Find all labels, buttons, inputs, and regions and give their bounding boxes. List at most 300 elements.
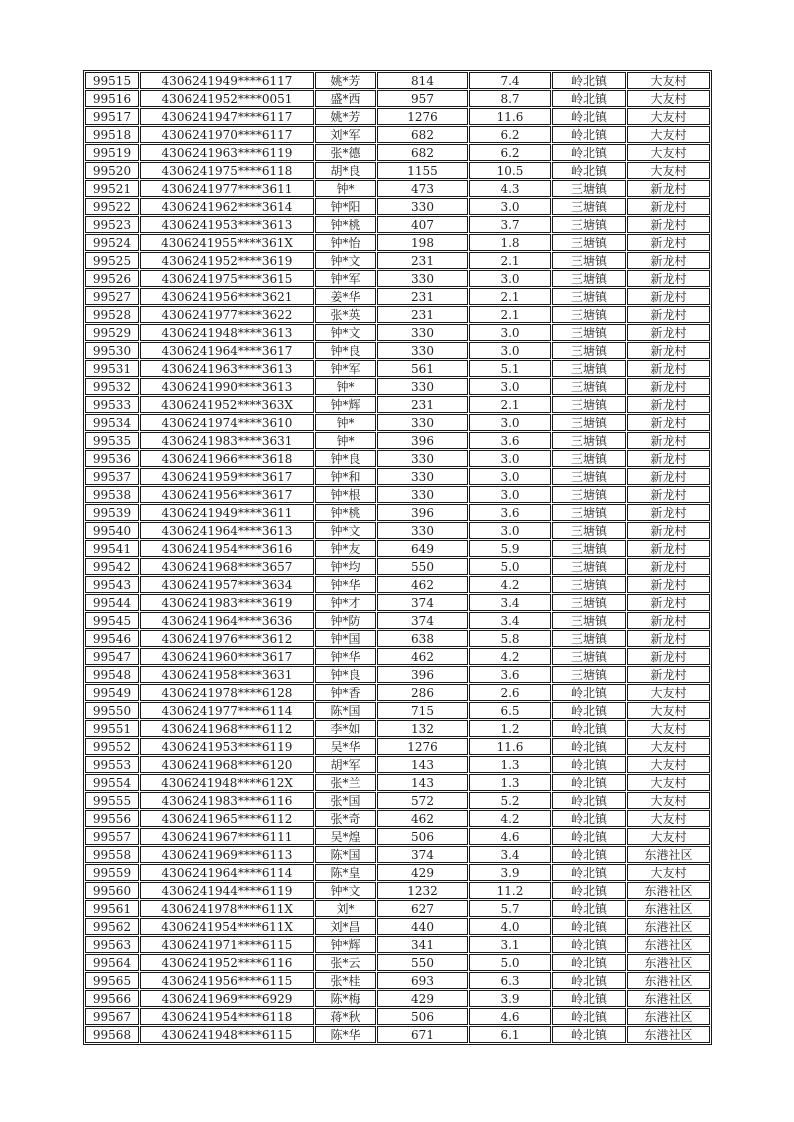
table-row bbox=[85, 396, 710, 413]
cell-name: 钟*桃 bbox=[315, 216, 376, 233]
table-row bbox=[85, 810, 710, 827]
cell-town: 三塘镇 bbox=[552, 342, 626, 359]
cell-village: 新龙村 bbox=[627, 432, 710, 449]
cell-village: 新龙村 bbox=[627, 180, 710, 197]
cell-serial: 99568 bbox=[85, 1026, 139, 1043]
table-row bbox=[85, 198, 710, 215]
cell-rate: 4.6 bbox=[469, 1008, 551, 1025]
cell-name: 陈*华 bbox=[315, 1026, 376, 1043]
cell-id_masked: 4306241990****3613 bbox=[140, 378, 314, 395]
table-row bbox=[85, 756, 710, 773]
cell-serial: 99557 bbox=[85, 828, 139, 845]
cell-rate: 3.6 bbox=[469, 504, 551, 521]
cell-town: 三塘镇 bbox=[552, 630, 626, 647]
cell-village: 新龙村 bbox=[627, 234, 710, 251]
cell-name: 钟*文 bbox=[315, 522, 376, 539]
cell-serial: 99536 bbox=[85, 450, 139, 467]
cell-village: 大友村 bbox=[627, 108, 710, 125]
cell-id_masked: 4306241954****3616 bbox=[140, 540, 314, 557]
cell-amount: 682 bbox=[377, 144, 468, 161]
cell-rate: 3.0 bbox=[469, 486, 551, 503]
cell-village: 东港社区 bbox=[627, 936, 710, 953]
cell-amount: 715 bbox=[377, 702, 468, 719]
cell-name: 姜*华 bbox=[315, 288, 376, 305]
cell-village: 新龙村 bbox=[627, 486, 710, 503]
table-row bbox=[85, 540, 710, 557]
cell-rate: 3.4 bbox=[469, 594, 551, 611]
cell-name: 张*云 bbox=[315, 954, 376, 971]
cell-rate: 2.1 bbox=[469, 252, 551, 269]
cell-town: 岭北镇 bbox=[552, 90, 626, 107]
cell-amount: 506 bbox=[377, 1008, 468, 1025]
cell-amount: 330 bbox=[377, 198, 468, 215]
table-row bbox=[85, 612, 710, 629]
cell-serial: 99556 bbox=[85, 810, 139, 827]
cell-serial: 99535 bbox=[85, 432, 139, 449]
cell-village: 新龙村 bbox=[627, 270, 710, 287]
cell-town: 岭北镇 bbox=[552, 918, 626, 935]
cell-amount: 198 bbox=[377, 234, 468, 251]
cell-village: 新龙村 bbox=[627, 504, 710, 521]
cell-serial: 99516 bbox=[85, 90, 139, 107]
cell-amount: 693 bbox=[377, 972, 468, 989]
cell-amount: 550 bbox=[377, 558, 468, 575]
cell-rate: 4.2 bbox=[469, 810, 551, 827]
cell-amount: 330 bbox=[377, 486, 468, 503]
cell-village: 新龙村 bbox=[627, 666, 710, 683]
table-row bbox=[85, 900, 710, 917]
cell-serial: 99526 bbox=[85, 270, 139, 287]
cell-town: 三塘镇 bbox=[552, 522, 626, 539]
cell-serial: 99553 bbox=[85, 756, 139, 773]
cell-id_masked: 4306241954****611X bbox=[140, 918, 314, 935]
cell-serial: 99561 bbox=[85, 900, 139, 917]
cell-village: 新龙村 bbox=[627, 450, 710, 467]
table-row bbox=[85, 522, 710, 539]
table-row bbox=[85, 594, 710, 611]
cell-id_masked: 4306241948****6115 bbox=[140, 1026, 314, 1043]
cell-name: 钟*文 bbox=[315, 324, 376, 341]
cell-name: 钟*才 bbox=[315, 594, 376, 611]
cell-id_masked: 4306241967****6111 bbox=[140, 828, 314, 845]
cell-village: 大友村 bbox=[627, 774, 710, 791]
cell-village: 大友村 bbox=[627, 756, 710, 773]
table-row bbox=[85, 738, 710, 755]
cell-town: 三塘镇 bbox=[552, 486, 626, 503]
cell-serial: 99534 bbox=[85, 414, 139, 431]
cell-serial: 99525 bbox=[85, 252, 139, 269]
cell-name: 钟* bbox=[315, 414, 376, 431]
table-row bbox=[85, 990, 710, 1007]
cell-id_masked: 4306241949****6117 bbox=[140, 72, 314, 89]
cell-rate: 6.2 bbox=[469, 144, 551, 161]
cell-serial: 99559 bbox=[85, 864, 139, 881]
cell-village: 大友村 bbox=[627, 144, 710, 161]
cell-name: 钟*根 bbox=[315, 486, 376, 503]
table-row bbox=[85, 162, 710, 179]
cell-id_masked: 4306241978****6128 bbox=[140, 684, 314, 701]
cell-name: 钟* bbox=[315, 432, 376, 449]
cell-name: 钟*桃 bbox=[315, 504, 376, 521]
cell-rate: 2.1 bbox=[469, 306, 551, 323]
cell-rate: 3.4 bbox=[469, 846, 551, 863]
cell-amount: 814 bbox=[377, 72, 468, 89]
cell-amount: 330 bbox=[377, 324, 468, 341]
cell-serial: 99551 bbox=[85, 720, 139, 737]
cell-name: 钟*均 bbox=[315, 558, 376, 575]
cell-amount: 473 bbox=[377, 180, 468, 197]
cell-rate: 6.1 bbox=[469, 1026, 551, 1043]
cell-name: 刘*军 bbox=[315, 126, 376, 143]
cell-rate: 3.0 bbox=[469, 198, 551, 215]
cell-village: 东港社区 bbox=[627, 1008, 710, 1025]
table-row bbox=[85, 882, 710, 899]
cell-amount: 561 bbox=[377, 360, 468, 377]
cell-town: 三塘镇 bbox=[552, 576, 626, 593]
cell-town: 三塘镇 bbox=[552, 648, 626, 665]
cell-town: 岭北镇 bbox=[552, 720, 626, 737]
cell-town: 三塘镇 bbox=[552, 558, 626, 575]
cell-amount: 330 bbox=[377, 378, 468, 395]
cell-name: 吴*煌 bbox=[315, 828, 376, 845]
cell-rate: 3.9 bbox=[469, 864, 551, 881]
cell-rate: 3.0 bbox=[469, 522, 551, 539]
table-row bbox=[85, 684, 710, 701]
cell-town: 岭北镇 bbox=[552, 756, 626, 773]
table-row bbox=[85, 288, 710, 305]
cell-id_masked: 4306241983****6116 bbox=[140, 792, 314, 809]
cell-rate: 5.1 bbox=[469, 360, 551, 377]
cell-town: 三塘镇 bbox=[552, 324, 626, 341]
cell-id_masked: 4306241965****6112 bbox=[140, 810, 314, 827]
cell-serial: 99538 bbox=[85, 486, 139, 503]
cell-amount: 429 bbox=[377, 864, 468, 881]
cell-rate: 1.3 bbox=[469, 756, 551, 773]
cell-serial: 99521 bbox=[85, 180, 139, 197]
cell-village: 新龙村 bbox=[627, 630, 710, 647]
cell-town: 岭北镇 bbox=[552, 864, 626, 881]
cell-town: 三塘镇 bbox=[552, 468, 626, 485]
cell-town: 三塘镇 bbox=[552, 432, 626, 449]
cell-town: 三塘镇 bbox=[552, 360, 626, 377]
cell-serial: 99519 bbox=[85, 144, 139, 161]
cell-village: 新龙村 bbox=[627, 648, 710, 665]
cell-serial: 99540 bbox=[85, 522, 139, 539]
cell-serial: 99533 bbox=[85, 396, 139, 413]
cell-rate: 3.6 bbox=[469, 432, 551, 449]
cell-serial: 99541 bbox=[85, 540, 139, 557]
cell-town: 岭北镇 bbox=[552, 702, 626, 719]
cell-amount: 330 bbox=[377, 414, 468, 431]
cell-rate: 3.6 bbox=[469, 666, 551, 683]
table-row bbox=[85, 450, 710, 467]
cell-serial: 99539 bbox=[85, 504, 139, 521]
cell-rate: 7.4 bbox=[469, 72, 551, 89]
cell-id_masked: 4306241964****6114 bbox=[140, 864, 314, 881]
cell-rate: 5.9 bbox=[469, 540, 551, 557]
cell-id_masked: 4306241975****3615 bbox=[140, 270, 314, 287]
cell-name: 钟*香 bbox=[315, 684, 376, 701]
cell-village: 东港社区 bbox=[627, 918, 710, 935]
cell-village: 东港社区 bbox=[627, 954, 710, 971]
table-row bbox=[85, 846, 710, 863]
cell-rate: 4.0 bbox=[469, 918, 551, 935]
cell-town: 岭北镇 bbox=[552, 684, 626, 701]
cell-id_masked: 4306241962****3614 bbox=[140, 198, 314, 215]
cell-serial: 99563 bbox=[85, 936, 139, 953]
cell-town: 岭北镇 bbox=[552, 738, 626, 755]
cell-name: 钟*怡 bbox=[315, 234, 376, 251]
cell-name: 钟*军 bbox=[315, 270, 376, 287]
table-row bbox=[85, 1026, 710, 1043]
cell-town: 岭北镇 bbox=[552, 882, 626, 899]
cell-village: 新龙村 bbox=[627, 540, 710, 557]
cell-town: 三塘镇 bbox=[552, 198, 626, 215]
cell-serial: 99520 bbox=[85, 162, 139, 179]
cell-name: 钟*阳 bbox=[315, 198, 376, 215]
cell-rate: 3.0 bbox=[469, 450, 551, 467]
cell-town: 岭北镇 bbox=[552, 972, 626, 989]
cell-serial: 99527 bbox=[85, 288, 139, 305]
cell-rate: 3.0 bbox=[469, 468, 551, 485]
cell-id_masked: 4306241963****6119 bbox=[140, 144, 314, 161]
cell-amount: 231 bbox=[377, 396, 468, 413]
cell-amount: 1276 bbox=[377, 108, 468, 125]
cell-name: 钟*和 bbox=[315, 468, 376, 485]
cell-name: 陈*国 bbox=[315, 702, 376, 719]
cell-name: 钟*防 bbox=[315, 612, 376, 629]
cell-rate: 5.2 bbox=[469, 792, 551, 809]
cell-serial: 99529 bbox=[85, 324, 139, 341]
cell-town: 岭北镇 bbox=[552, 1026, 626, 1043]
cell-town: 三塘镇 bbox=[552, 306, 626, 323]
cell-rate: 1.2 bbox=[469, 720, 551, 737]
cell-serial: 99564 bbox=[85, 954, 139, 971]
cell-id_masked: 4306241955****361X bbox=[140, 234, 314, 251]
cell-amount: 330 bbox=[377, 468, 468, 485]
cell-id_masked: 4306241947****6117 bbox=[140, 108, 314, 125]
cell-id_masked: 4306241949****3611 bbox=[140, 504, 314, 521]
cell-village: 新龙村 bbox=[627, 396, 710, 413]
cell-id_masked: 4306241956****6115 bbox=[140, 972, 314, 989]
cell-village: 新龙村 bbox=[627, 360, 710, 377]
cell-serial: 99560 bbox=[85, 882, 139, 899]
table-row bbox=[85, 306, 710, 323]
cell-amount: 682 bbox=[377, 126, 468, 143]
cell-town: 岭北镇 bbox=[552, 828, 626, 845]
table-row bbox=[85, 108, 710, 125]
cell-name: 陈*梅 bbox=[315, 990, 376, 1007]
cell-serial: 99550 bbox=[85, 702, 139, 719]
table-row bbox=[85, 468, 710, 485]
cell-town: 三塘镇 bbox=[552, 180, 626, 197]
cell-rate: 2.1 bbox=[469, 288, 551, 305]
cell-village: 大友村 bbox=[627, 684, 710, 701]
table-row bbox=[85, 648, 710, 665]
cell-town: 三塘镇 bbox=[552, 594, 626, 611]
cell-village: 大友村 bbox=[627, 720, 710, 737]
cell-serial: 99543 bbox=[85, 576, 139, 593]
cell-id_masked: 4306241977****3622 bbox=[140, 306, 314, 323]
cell-name: 钟* bbox=[315, 180, 376, 197]
cell-serial: 99517 bbox=[85, 108, 139, 125]
cell-town: 三塘镇 bbox=[552, 450, 626, 467]
cell-name: 张*国 bbox=[315, 792, 376, 809]
cell-town: 三塘镇 bbox=[552, 540, 626, 557]
cell-rate: 6.2 bbox=[469, 126, 551, 143]
cell-id_masked: 4306241957****3634 bbox=[140, 576, 314, 593]
table-row bbox=[85, 774, 710, 791]
cell-serial: 99518 bbox=[85, 126, 139, 143]
cell-name: 刘*昌 bbox=[315, 918, 376, 935]
cell-id_masked: 4306241958****3631 bbox=[140, 666, 314, 683]
cell-amount: 330 bbox=[377, 342, 468, 359]
cell-serial: 99544 bbox=[85, 594, 139, 611]
cell-amount: 341 bbox=[377, 936, 468, 953]
cell-town: 三塘镇 bbox=[552, 378, 626, 395]
cell-rate: 4.2 bbox=[469, 576, 551, 593]
cell-amount: 231 bbox=[377, 306, 468, 323]
table-row bbox=[85, 432, 710, 449]
cell-serial: 99530 bbox=[85, 342, 139, 359]
cell-name: 张*桂 bbox=[315, 972, 376, 989]
cell-serial: 99523 bbox=[85, 216, 139, 233]
cell-rate: 3.1 bbox=[469, 936, 551, 953]
cell-rate: 3.0 bbox=[469, 414, 551, 431]
cell-rate: 4.6 bbox=[469, 828, 551, 845]
cell-amount: 374 bbox=[377, 612, 468, 629]
table-row bbox=[85, 144, 710, 161]
cell-serial: 99548 bbox=[85, 666, 139, 683]
cell-town: 岭北镇 bbox=[552, 126, 626, 143]
cell-amount: 330 bbox=[377, 522, 468, 539]
cell-village: 新龙村 bbox=[627, 216, 710, 233]
cell-name: 姚*芳 bbox=[315, 108, 376, 125]
cell-rate: 8.7 bbox=[469, 90, 551, 107]
cell-village: 新龙村 bbox=[627, 306, 710, 323]
cell-village: 新龙村 bbox=[627, 612, 710, 629]
cell-village: 大友村 bbox=[627, 810, 710, 827]
cell-serial: 99552 bbox=[85, 738, 139, 755]
cell-serial: 99537 bbox=[85, 468, 139, 485]
cell-town: 岭北镇 bbox=[552, 774, 626, 791]
cell-amount: 407 bbox=[377, 216, 468, 233]
cell-village: 大友村 bbox=[627, 828, 710, 845]
table-row bbox=[85, 936, 710, 953]
cell-name: 钟*华 bbox=[315, 576, 376, 593]
cell-town: 岭北镇 bbox=[552, 1008, 626, 1025]
cell-amount: 1155 bbox=[377, 162, 468, 179]
cell-village: 大友村 bbox=[627, 72, 710, 89]
cell-id_masked: 4306241956****3617 bbox=[140, 486, 314, 503]
cell-town: 岭北镇 bbox=[552, 144, 626, 161]
cell-name: 胡*军 bbox=[315, 756, 376, 773]
cell-village: 大友村 bbox=[627, 90, 710, 107]
cell-name: 蒋*秋 bbox=[315, 1008, 376, 1025]
table-row bbox=[85, 216, 710, 233]
cell-id_masked: 4306241976****3612 bbox=[140, 630, 314, 647]
cell-id_masked: 4306241964****3617 bbox=[140, 342, 314, 359]
cell-id_masked: 4306241953****3613 bbox=[140, 216, 314, 233]
cell-id_masked: 4306241963****3613 bbox=[140, 360, 314, 377]
cell-town: 三塘镇 bbox=[552, 504, 626, 521]
cell-rate: 4.2 bbox=[469, 648, 551, 665]
cell-id_masked: 4306241968****6120 bbox=[140, 756, 314, 773]
cell-serial: 99549 bbox=[85, 684, 139, 701]
cell-amount: 649 bbox=[377, 540, 468, 557]
cell-id_masked: 4306241952****3619 bbox=[140, 252, 314, 269]
cell-town: 岭北镇 bbox=[552, 846, 626, 863]
cell-town: 三塘镇 bbox=[552, 396, 626, 413]
cell-amount: 330 bbox=[377, 270, 468, 287]
records-table-body bbox=[85, 72, 710, 1043]
cell-name: 钟* bbox=[315, 378, 376, 395]
cell-serial: 99515 bbox=[85, 72, 139, 89]
cell-rate: 5.8 bbox=[469, 630, 551, 647]
cell-name: 钟*军 bbox=[315, 360, 376, 377]
cell-name: 刘* bbox=[315, 900, 376, 917]
cell-name: 张*奇 bbox=[315, 810, 376, 827]
cell-village: 东港社区 bbox=[627, 990, 710, 1007]
cell-amount: 286 bbox=[377, 684, 468, 701]
cell-id_masked: 4306241983****3631 bbox=[140, 432, 314, 449]
cell-village: 大友村 bbox=[627, 864, 710, 881]
table-row bbox=[85, 576, 710, 593]
table-row bbox=[85, 234, 710, 251]
cell-id_masked: 4306241954****6118 bbox=[140, 1008, 314, 1025]
table-row bbox=[85, 324, 710, 341]
cell-town: 三塘镇 bbox=[552, 270, 626, 287]
cell-serial: 99542 bbox=[85, 558, 139, 575]
cell-village: 大友村 bbox=[627, 162, 710, 179]
cell-amount: 143 bbox=[377, 774, 468, 791]
cell-amount: 1232 bbox=[377, 882, 468, 899]
cell-id_masked: 4306241952****6116 bbox=[140, 954, 314, 971]
cell-id_masked: 4306241948****612X bbox=[140, 774, 314, 791]
cell-amount: 396 bbox=[377, 504, 468, 521]
cell-id_masked: 4306241969****6113 bbox=[140, 846, 314, 863]
cell-id_masked: 4306241952****363X bbox=[140, 396, 314, 413]
cell-town: 三塘镇 bbox=[552, 234, 626, 251]
cell-town: 岭北镇 bbox=[552, 162, 626, 179]
table-row bbox=[85, 864, 710, 881]
cell-serial: 99567 bbox=[85, 1008, 139, 1025]
cell-village: 新龙村 bbox=[627, 288, 710, 305]
table-row bbox=[85, 90, 710, 107]
cell-serial: 99566 bbox=[85, 990, 139, 1007]
table-row bbox=[85, 504, 710, 521]
cell-rate: 5.7 bbox=[469, 900, 551, 917]
cell-rate: 3.0 bbox=[469, 378, 551, 395]
cell-village: 新龙村 bbox=[627, 378, 710, 395]
cell-rate: 4.3 bbox=[469, 180, 551, 197]
table-row bbox=[85, 360, 710, 377]
cell-amount: 1276 bbox=[377, 738, 468, 755]
cell-serial: 99546 bbox=[85, 630, 139, 647]
cell-name: 陈*皇 bbox=[315, 864, 376, 881]
cell-name: 钟*辉 bbox=[315, 936, 376, 953]
cell-serial: 99562 bbox=[85, 918, 139, 935]
cell-rate: 3.0 bbox=[469, 270, 551, 287]
cell-serial: 99545 bbox=[85, 612, 139, 629]
table-row bbox=[85, 558, 710, 575]
cell-id_masked: 4306241952****0051 bbox=[140, 90, 314, 107]
cell-town: 三塘镇 bbox=[552, 612, 626, 629]
cell-amount: 429 bbox=[377, 990, 468, 1007]
cell-id_masked: 4306241974****3610 bbox=[140, 414, 314, 431]
cell-village: 东港社区 bbox=[627, 900, 710, 917]
cell-rate: 3.0 bbox=[469, 342, 551, 359]
